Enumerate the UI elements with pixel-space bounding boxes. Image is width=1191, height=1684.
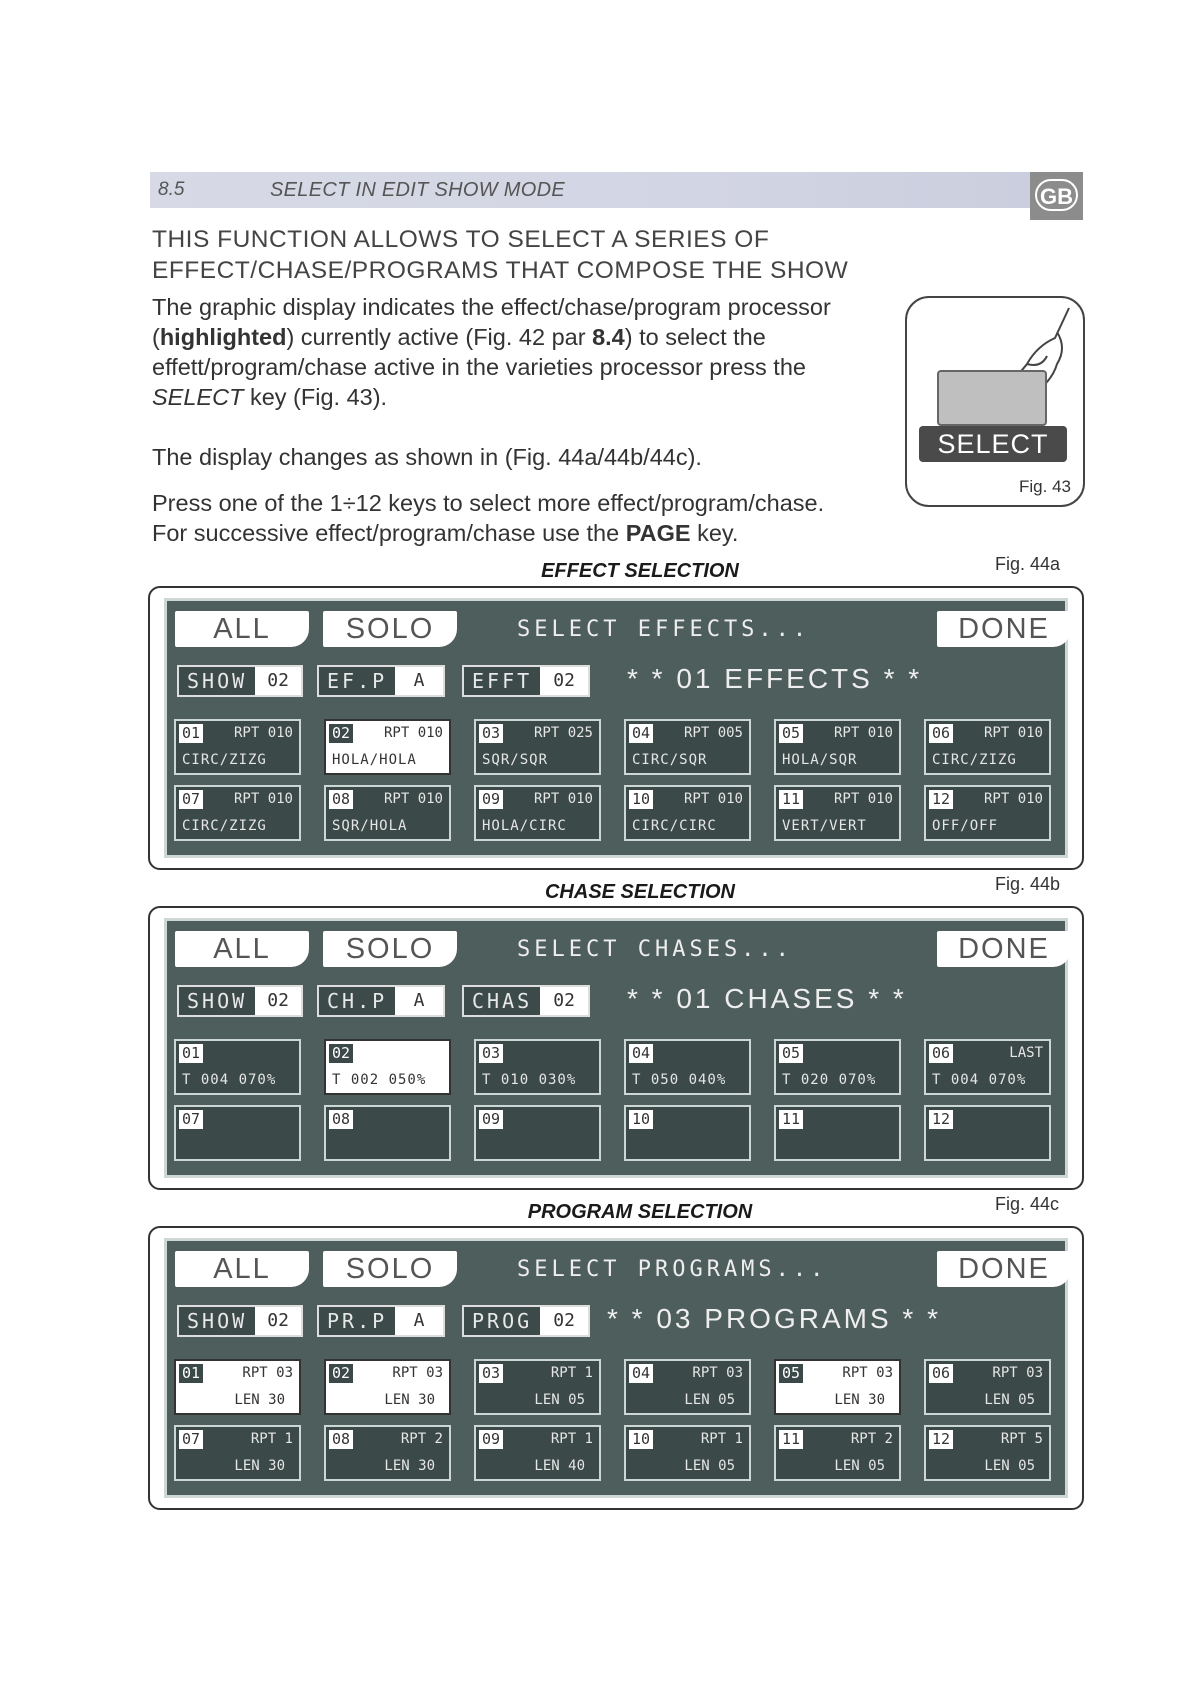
solo-button[interactable]: SOLO bbox=[323, 611, 457, 647]
key-mode: VERT/VERT bbox=[782, 818, 867, 834]
display-panel bbox=[164, 1238, 1068, 1498]
display-panel bbox=[164, 598, 1068, 858]
key-number: 05 bbox=[779, 724, 803, 743]
key-length: LEN 05 bbox=[834, 1458, 885, 1474]
key-mode: CIRC/ZIZG bbox=[182, 818, 267, 834]
key-cell-09[interactable] bbox=[474, 1425, 601, 1481]
key-detail: RPT 2 bbox=[400, 1431, 443, 1447]
key-cell-05[interactable] bbox=[774, 1359, 901, 1415]
key-number: 08 bbox=[329, 1110, 353, 1129]
program-selection-display bbox=[148, 1226, 1084, 1510]
section-number: 8.5 bbox=[158, 179, 185, 200]
key-detail: RPT 010 bbox=[383, 791, 443, 807]
all-button[interactable]: ALL bbox=[175, 931, 309, 967]
key-cell-05[interactable] bbox=[774, 719, 901, 775]
key-cell-04[interactable] bbox=[624, 719, 751, 775]
key-number: 02 bbox=[329, 1364, 353, 1383]
key-mode: T 002 050% bbox=[332, 1072, 427, 1088]
highlighted-term: highlighted bbox=[159, 324, 287, 350]
section-title: SELECT IN EDIT SHOW MODE bbox=[270, 179, 566, 201]
key-number: 07 bbox=[179, 1110, 203, 1129]
key-number: 10 bbox=[629, 1430, 653, 1449]
key-cell-03[interactable] bbox=[474, 1359, 601, 1415]
key-mode: CIRC/ZIZG bbox=[932, 752, 1017, 768]
processor-field: CH.P A bbox=[317, 985, 445, 1017]
display-prompt: SELECT CHASES... bbox=[517, 937, 793, 962]
language-badge bbox=[1030, 172, 1083, 220]
key-detail: RPT 010 bbox=[383, 725, 443, 741]
key-detail: RPT 03 bbox=[692, 1365, 743, 1381]
key-detail: RPT 010 bbox=[833, 725, 893, 741]
key-number: 04 bbox=[629, 1044, 653, 1063]
key-detail: RPT 03 bbox=[242, 1365, 293, 1381]
all-button[interactable]: ALL bbox=[175, 1251, 309, 1287]
key-number: 12 bbox=[929, 1430, 953, 1449]
effect-selection-display bbox=[148, 586, 1084, 870]
caption-chase: CHASE SELECTION bbox=[544, 881, 736, 903]
display-title: * * 03 PROGRAMS * * bbox=[607, 1303, 941, 1334]
chase-selection-display bbox=[148, 906, 1084, 1190]
key-cell-03[interactable] bbox=[474, 1039, 601, 1095]
key-number: 09 bbox=[479, 790, 503, 809]
key-cell-01[interactable] bbox=[174, 1039, 301, 1095]
key-number: 04 bbox=[629, 1364, 653, 1383]
key-cell-10[interactable] bbox=[624, 785, 751, 841]
key-cell-11[interactable] bbox=[774, 1425, 901, 1481]
key-number: 11 bbox=[779, 1110, 803, 1129]
key-length: LEN 30 bbox=[384, 1392, 435, 1408]
display-prompt: SELECT PROGRAMS... bbox=[517, 1257, 828, 1282]
key-number: 07 bbox=[179, 1430, 203, 1449]
key-number: 05 bbox=[779, 1044, 803, 1063]
key-detail: RPT 03 bbox=[392, 1365, 443, 1381]
key-mode: T 004 070% bbox=[182, 1072, 277, 1088]
key-number: 08 bbox=[329, 790, 353, 809]
key-cell-02[interactable] bbox=[324, 1039, 451, 1095]
fig-44c-label: Fig. 44c bbox=[995, 1194, 1060, 1214]
done-button[interactable]: DONE bbox=[937, 611, 1071, 647]
show-field: SHOW 02 bbox=[177, 665, 303, 697]
key-detail: RPT 1 bbox=[550, 1365, 593, 1381]
key-mode: T 004 070% bbox=[932, 1072, 1027, 1088]
paragraph-2: The display changes as shown in (Fig. 44a/44b/44c). bbox=[152, 444, 702, 470]
key-cell-10[interactable] bbox=[624, 1105, 751, 1161]
key-detail: RPT 025 bbox=[533, 725, 593, 741]
key-number: 12 bbox=[929, 790, 953, 809]
display-title: * * 01 EFFECTS * * bbox=[627, 663, 923, 694]
page-heading: THIS FUNCTION ALLOWS TO SELECT A SERIES OF EFFECT/CHASE/PROGRAMS THAT COMPOSE THE SHOW bbox=[152, 226, 849, 284]
show-field: SHOW 02 bbox=[177, 985, 303, 1017]
key-number: 09 bbox=[479, 1430, 503, 1449]
caption-effect: EFFECT SELECTION bbox=[541, 560, 739, 582]
key-number: 04 bbox=[629, 724, 653, 743]
select-key: SELECT bbox=[919, 426, 1067, 462]
key-mode: CIRC/CIRC bbox=[632, 818, 717, 834]
key-cell-08[interactable] bbox=[324, 1425, 451, 1481]
key-cell-06[interactable] bbox=[924, 1359, 1051, 1415]
key-number: 07 bbox=[179, 790, 203, 809]
key-detail: RPT 1 bbox=[250, 1431, 293, 1447]
key-cell-07[interactable] bbox=[174, 1105, 301, 1161]
fig-44a-label: Fig. 44a bbox=[995, 554, 1061, 574]
key-detail: RPT 010 bbox=[983, 791, 1043, 807]
key-detail: RPT 010 bbox=[233, 725, 293, 741]
key-detail: RPT 03 bbox=[992, 1365, 1043, 1381]
display-prompt: SELECT EFFECTS... bbox=[517, 617, 811, 642]
key-cell-12[interactable] bbox=[924, 785, 1051, 841]
key-number: 01 bbox=[179, 724, 203, 743]
all-button[interactable]: ALL bbox=[175, 611, 309, 647]
key-length: LEN 05 bbox=[684, 1392, 735, 1408]
key-detail: RPT 03 bbox=[842, 1365, 893, 1381]
key-mode: T 020 070% bbox=[782, 1072, 877, 1088]
type-field: CHAS 02 bbox=[462, 985, 590, 1017]
paragraph-1: The graphic display indicates the effect/chase/program processor (highlighted) currently active (Fig. 42 par 8.4) to select the effett/program/chase active in the varieties processor press the SELECT key (Fig. 43). bbox=[152, 294, 831, 410]
key-cell-04[interactable] bbox=[624, 1359, 751, 1415]
key-mode: OFF/OFF bbox=[932, 818, 999, 834]
key-number: 06 bbox=[929, 1364, 953, 1383]
key-cell-07[interactable] bbox=[174, 785, 301, 841]
key-detail: RPT 1 bbox=[700, 1431, 743, 1447]
key-number: 03 bbox=[479, 1364, 503, 1383]
paragraph-3: Press one of the 1÷12 keys to select more effect/program/chase. bbox=[152, 490, 825, 516]
key-cell-02[interactable] bbox=[324, 1359, 451, 1415]
display-title: * * 01 CHASES * * bbox=[627, 983, 907, 1014]
key-cell-08[interactable] bbox=[324, 1105, 451, 1161]
key-cell-12[interactable] bbox=[924, 1105, 1051, 1161]
key-mode: T 010 030% bbox=[482, 1072, 577, 1088]
key-cell-06[interactable] bbox=[924, 1039, 1051, 1095]
key-detail: RPT 005 bbox=[683, 725, 743, 741]
key-detail: RPT 010 bbox=[833, 791, 893, 807]
select-keycap bbox=[937, 370, 1047, 426]
key-cell-09[interactable] bbox=[474, 785, 601, 841]
key-cell-02[interactable] bbox=[324, 719, 451, 775]
key-cell-03[interactable] bbox=[474, 719, 601, 775]
key-number: 08 bbox=[329, 1430, 353, 1449]
key-cell-01[interactable] bbox=[174, 1359, 301, 1415]
processor-field: PR.P A bbox=[317, 1305, 445, 1337]
key-length: LEN 05 bbox=[984, 1458, 1035, 1474]
key-detail: RPT 010 bbox=[983, 725, 1043, 741]
figure-43-label: Fig. 43 bbox=[1019, 477, 1071, 496]
section-ref: 8.4 bbox=[592, 324, 625, 350]
done-button[interactable]: DONE bbox=[937, 931, 1071, 967]
key-number: 06 bbox=[929, 1044, 953, 1063]
caption-program: PROGRAM SELECTION bbox=[527, 1201, 753, 1223]
key-mode: SQR/HOLA bbox=[332, 818, 408, 834]
key-cell-11[interactable] bbox=[774, 1105, 901, 1161]
key-number: 03 bbox=[479, 1044, 503, 1063]
key-detail: RPT 1 bbox=[550, 1431, 593, 1447]
key-number: 10 bbox=[629, 1110, 653, 1129]
key-number: 05 bbox=[779, 1364, 803, 1383]
key-cell-07[interactable] bbox=[174, 1425, 301, 1481]
done-button[interactable]: DONE bbox=[937, 1251, 1071, 1287]
key-number: 10 bbox=[629, 790, 653, 809]
key-mode: HOLA/HOLA bbox=[332, 752, 417, 768]
type-field: EFFT 02 bbox=[462, 665, 590, 697]
language-badge-label: GB bbox=[1035, 179, 1078, 211]
fig-44b-label: Fig. 44b bbox=[995, 874, 1061, 894]
key-detail: RPT 010 bbox=[233, 791, 293, 807]
key-cell-09[interactable] bbox=[474, 1105, 601, 1161]
processor-field: EF.P A bbox=[317, 665, 445, 697]
key-length: LEN 05 bbox=[534, 1392, 585, 1408]
key-cell-04[interactable] bbox=[624, 1039, 751, 1095]
key-number: 11 bbox=[779, 790, 803, 809]
key-length: LEN 40 bbox=[534, 1458, 585, 1474]
display-panel bbox=[164, 918, 1068, 1178]
page-key-ref: PAGE bbox=[625, 520, 691, 546]
solo-button[interactable]: SOLO bbox=[323, 1251, 457, 1287]
key-number: 01 bbox=[179, 1364, 203, 1383]
key-length: LEN 30 bbox=[384, 1458, 435, 1474]
key-detail: LAST bbox=[1009, 1045, 1043, 1061]
key-cell-01[interactable] bbox=[174, 719, 301, 775]
key-length: LEN 05 bbox=[984, 1392, 1035, 1408]
key-mode: CIRC/SQR bbox=[632, 752, 708, 768]
key-cell-08[interactable] bbox=[324, 785, 451, 841]
solo-button[interactable]: SOLO bbox=[323, 931, 457, 967]
key-detail: RPT 2 bbox=[850, 1431, 893, 1447]
key-detail: RPT 010 bbox=[533, 791, 593, 807]
paragraph-4: For successive effect/program/chase use the PAGE key. bbox=[152, 520, 739, 546]
key-detail: RPT 5 bbox=[1000, 1431, 1043, 1447]
key-detail: RPT 010 bbox=[683, 791, 743, 807]
key-cell-10[interactable] bbox=[624, 1425, 751, 1481]
section-header bbox=[150, 172, 1077, 208]
show-field: SHOW 02 bbox=[177, 1305, 303, 1337]
key-length: LEN 05 bbox=[684, 1458, 735, 1474]
key-number: 06 bbox=[929, 724, 953, 743]
key-number: 12 bbox=[929, 1110, 953, 1129]
select-key-ref: SELECT bbox=[152, 384, 244, 410]
key-mode: HOLA/SQR bbox=[782, 752, 858, 768]
key-length: LEN 30 bbox=[234, 1458, 285, 1474]
key-cell-12[interactable] bbox=[924, 1425, 1051, 1481]
key-cell-05[interactable] bbox=[774, 1039, 901, 1095]
key-cell-06[interactable] bbox=[924, 719, 1051, 775]
key-number: 09 bbox=[479, 1110, 503, 1129]
key-cell-11[interactable] bbox=[774, 785, 901, 841]
key-mode: SQR/SQR bbox=[482, 752, 549, 768]
figure-43 bbox=[905, 296, 1085, 507]
key-mode: T 050 040% bbox=[632, 1072, 727, 1088]
key-number: 11 bbox=[779, 1430, 803, 1449]
key-number: 02 bbox=[329, 724, 353, 743]
key-length: LEN 30 bbox=[834, 1392, 885, 1408]
key-number: 02 bbox=[329, 1044, 353, 1063]
key-number: 03 bbox=[479, 724, 503, 743]
key-mode: HOLA/CIRC bbox=[482, 818, 567, 834]
key-length: LEN 30 bbox=[234, 1392, 285, 1408]
key-number: 01 bbox=[179, 1044, 203, 1063]
key-mode: CIRC/ZIZG bbox=[182, 752, 267, 768]
type-field: PROG 02 bbox=[462, 1305, 590, 1337]
